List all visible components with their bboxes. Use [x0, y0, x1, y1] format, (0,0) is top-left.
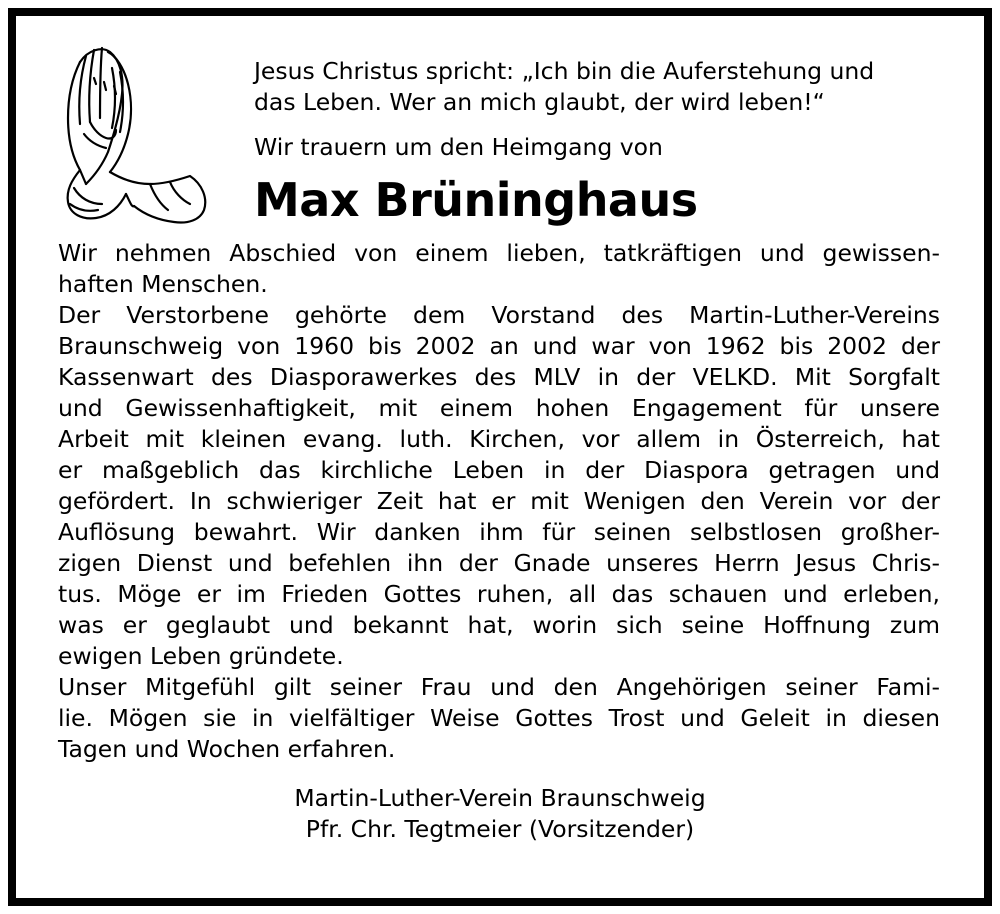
intro-line: Wir trauern um den Heimgang von	[254, 133, 663, 161]
body-line: Braunschweig von 1960 bis 2002 an und war von 1962 bis 2002 der	[58, 332, 940, 360]
deceased-name: Max Brüninghaus	[254, 173, 698, 227]
body-line: ewigen Leben gründete.	[58, 642, 344, 670]
signature-signer: Pfr. Chr. Tegtmeier (Vorsitzender)	[305, 815, 695, 843]
body-line: Kassenwart des Diasporawerkes des MLV in der VELKD. Mit Sorgfalt	[58, 363, 940, 391]
body-line: Unser Mitgefühl gilt seiner Frau und den Angehörigen seiner Fami-	[58, 673, 940, 701]
body-line: Tagen und Wochen erfahren.	[58, 735, 396, 763]
quote-line-1: Jesus Christus spricht: „Ich bin die Auferstehung und	[254, 57, 875, 85]
body-line: er maßgeblich das kirchliche Leben in der Diaspora getragen und	[58, 456, 940, 484]
quote-line-2: das Leben. Wer an mich glaubt, der wird leben!“	[254, 88, 825, 116]
body-line: gefördert. In schwieriger Zeit hat er mit Wenigen den Verein vor der	[58, 487, 940, 515]
body-line: und Gewissenhaftigkeit, mit einem hohen Engagement für unsere	[58, 394, 940, 422]
body-line: Arbeit mit kleinen evang. luth. Kirchen, vor allem in Österreich, hat	[58, 425, 940, 453]
body-line: zigen Dienst und befehlen ihn der Gnade unseres Herrn Jesus Chris-	[58, 549, 940, 577]
body-line: lie. Mögen sie in vielfältiger Weise Gottes Trost und Geleit in diesen	[58, 704, 940, 732]
body-line: haften Menschen.	[58, 270, 268, 298]
body-line: was er geglaubt und bekannt hat, worin sich seine Hoffnung zum	[58, 611, 940, 639]
body-line: Wir nehmen Abschied von einem lieben, tatkräftigen und gewissen-	[58, 239, 940, 267]
signature-organization: Martin-Luther-Verein Braunschweig	[294, 784, 706, 812]
body-line: tus. Möge er im Frieden Gottes ruhen, all das schauen und erleben,	[58, 580, 940, 608]
body-line: Auflösung bewahrt. Wir danken ihm für seinen selbstlosen großher-	[58, 518, 940, 546]
praying-hands-icon	[50, 38, 220, 226]
body-line: Der Verstorbene gehörte dem Vorstand des Martin-Luther-Vereins	[58, 301, 940, 329]
